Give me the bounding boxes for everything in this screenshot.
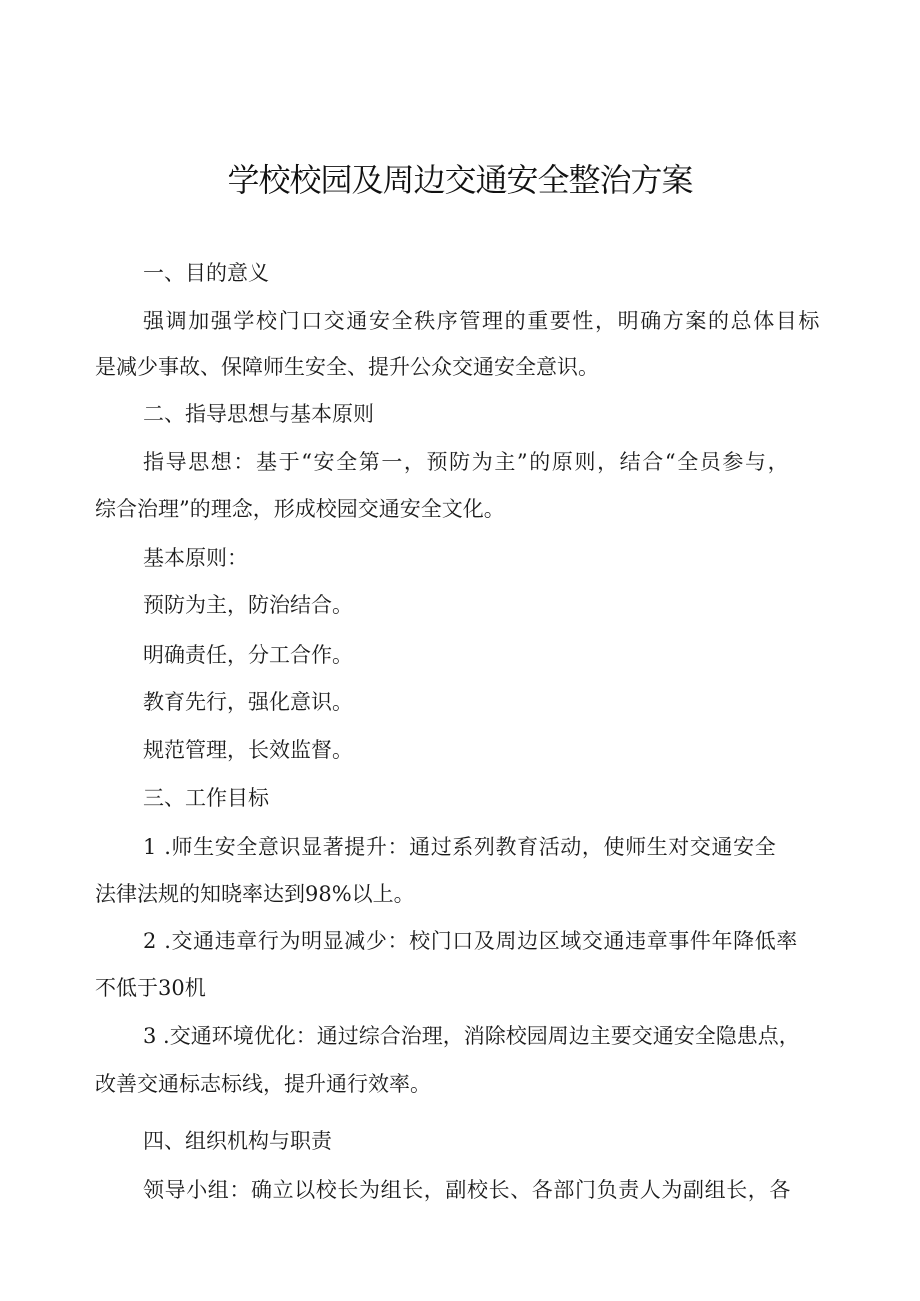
list-item: 规范管理，长效监督。 [143,738,353,762]
paragraph-line: 强调加强学校门口交通安全秩序管理的重要性，明确方案的总体目标 [143,309,821,333]
section-heading-4: 四、组织机构与职责 [143,1129,332,1153]
paragraph-line: 不低于30机 [95,976,206,1000]
section-heading-3: 三、工作目标 [143,786,269,810]
paragraph-line: 基本原则： [143,546,248,570]
paragraph-line: 法律法规的知晓率达到98%以上。 [95,882,415,906]
list-item: 教育先行，强化意识。 [143,690,353,714]
paragraph-line: 综合治理”的理念，形成校园交通安全文化。 [95,497,505,521]
paragraph-line: 是减少事故、保障师生安全、提升公众交通安全意识。 [95,355,599,379]
list-item: 预防为主，防治结合。 [143,593,353,617]
list-item: 明确责任，分工合作。 [143,643,353,667]
document-title: 学校校园及周边交通安全整治方案 [227,161,693,199]
paragraph-line: 3 .交通环境优化：通过综合治理，消除校园周边主要交通安全隐患点， [143,1024,800,1048]
paragraph-line: 2 .交通违章行为明显减少：校门口及周边区域交通违章事件年降低率 [143,929,798,953]
paragraph-line: 1 .师生安全意识显著提升：通过系列教育活动，使师生对交通安全 [143,835,777,859]
section-heading-1: 一、目的意义 [143,261,269,285]
paragraph-line: 指导思想：基于“安全第一，预防为主”的原则，结合“全员参与， [143,450,791,474]
paragraph-line: 改善交通标志标线，提升通行效率。 [95,1072,431,1096]
section-heading-2: 二、指导思想与基本原则 [143,402,374,426]
paragraph-line: 领导小组：确立以校长为组长，副校长、各部门负责人为副组长，各 [143,1178,791,1202]
